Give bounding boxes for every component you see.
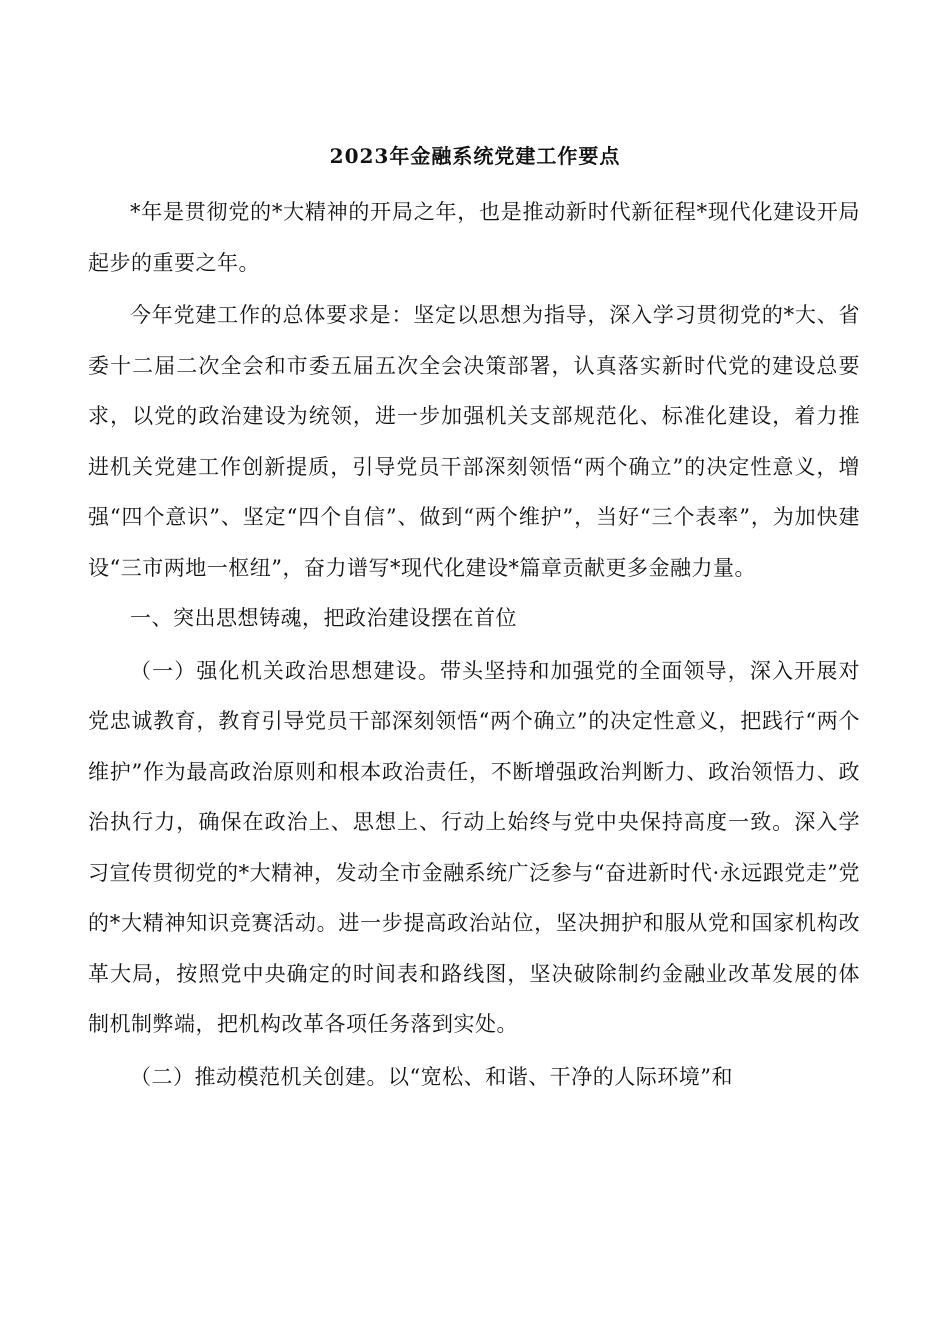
subsection-paragraph-2: （二）推动模范机关创建。以“宽松、和谐、干净的人际环境”和 — [130, 1064, 733, 1089]
section-heading-1: 一、突出思想铸魂，把政治建设摆在首位 — [130, 606, 517, 630]
subsection-paragraph-1: （一）强化机关政治思想建设。带头坚持和加强党的全面领导，深入开展对党忠诚教育，教育引导党员干部深刻领悟“两个确立”的决定性意义，把践行“两个维护”作为最高政治原则和根本政治责任，不断增强政治判断力、政治领悟力、政治执行力，确保在政治上、思想上、行动上始终与党中央保持高度一致。深入学习宣传贯彻党的*大精神，发动全市金融系统广泛参与“奋进新时代·永远跟党走”党的*大精神知识竞赛活动。进一步提高政治站位，坚决拥护和服从党和国家机构改革大局，按照党中央确定的时间表和路线图，坚决破除制约金融业改革发展的体制机制弊端，把机构改革各项任务落到实处。 — [88, 658, 860, 1036]
intro-paragraph: *年是贯彻党的*大精神的开局之年，也是推动新时代新征程*现代化建设开局起步的重要之年。 — [88, 200, 860, 275]
requirements-paragraph: 今年党建工作的总体要求是：坚定以思想为指导，深入学习贯彻党的*大、省委十二届二次全会和市委五届五次全会决策部署，认真落实新时代党的建设总要求，以党的政治建设为统领，进一步加强机关支部规范化、标准化建设，着力推进机关党建工作创新提质，引导党员干部深刻领悟“两个确立”的决定性意义，增强“四个意识”、坚定“四个自信”、做到“两个维护”，当好“三个表率”，为加快建设“三市两地一枢纽”，奋力谱写*现代化建设*篇章贡献更多金融力量。 — [88, 303, 860, 580]
document-title: 2023年金融系统党建工作要点 — [329, 144, 621, 168]
document-body — [88, 187, 860, 1102]
